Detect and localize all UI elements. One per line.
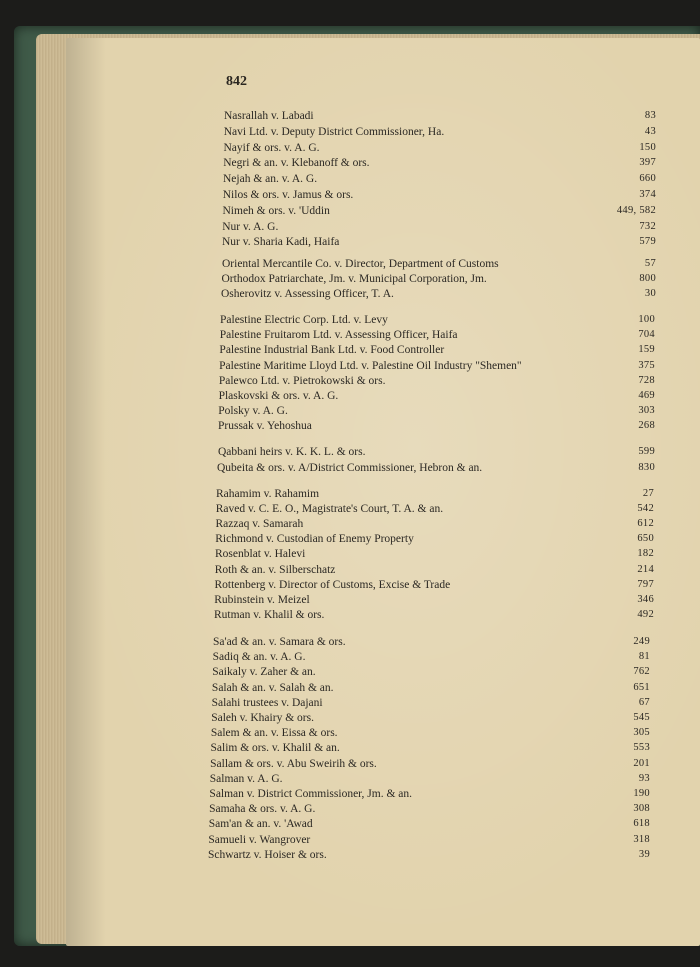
index-entry (221, 288, 656, 303)
index-entry (216, 488, 654, 503)
index-entry (210, 773, 650, 788)
case-name: Palewco Ltd. v. Pietrokowski & ors. (218, 374, 386, 387)
case-name: Saleh v. Khairy & ors. (211, 712, 314, 724)
case-name: Negri & an. v. Klebanoff & ors. (223, 157, 370, 170)
case-name: Salem & an. v. Eissa & ors. (210, 727, 338, 740)
page-reference: 182 (637, 548, 654, 560)
case-name: Roth & an. v. Silberschatz (214, 563, 336, 576)
case-name: Richmond v. Custodian of Enemy Property (215, 533, 414, 546)
page-reference: 81 (638, 651, 650, 663)
page-reference: 57 (644, 258, 656, 269)
index-entry (215, 533, 654, 548)
index-entry (211, 712, 650, 727)
case-name: Oriental Mercantile Co. v. Director, Department of Customs (222, 258, 499, 270)
page-reference: 30 (644, 288, 656, 299)
index-entry (213, 651, 650, 666)
index-entry (223, 173, 656, 188)
index-entry (224, 110, 656, 125)
case-name: Palestine Industrial Bank Ltd. v. Food Controller (219, 344, 445, 357)
page-reference: 728 (638, 374, 655, 386)
page-reference: 83 (644, 110, 656, 121)
index-entry (216, 503, 654, 518)
index-entry (211, 742, 651, 757)
index-entry (219, 390, 655, 405)
page-reference: 93 (638, 772, 650, 784)
case-name: Salim & ors. v. Khalil & an. (210, 742, 340, 755)
index-entry (222, 258, 656, 273)
index-entry (219, 375, 655, 390)
index-entry (218, 446, 655, 461)
case-name: Palestine Electric Corp. Ltd. v. Levy (220, 314, 388, 326)
index-entry (213, 636, 650, 651)
index-entry (223, 189, 656, 204)
index-entry (211, 727, 650, 742)
page-reference: 305 (633, 727, 650, 739)
case-name: Prussak v. Yehoshua (218, 420, 312, 433)
page-number: 842 (226, 74, 247, 89)
page-reference: 797 (637, 578, 654, 590)
page-reference: 27 (642, 488, 654, 499)
index-entry (215, 579, 655, 594)
page-reference: 579 (639, 236, 656, 248)
case-name: Polsky v. A. G. (218, 405, 288, 418)
index-entry (223, 205, 657, 220)
index-entry (218, 405, 655, 420)
page-reference: 545 (633, 712, 650, 723)
index-entry (214, 594, 654, 609)
index-entry (212, 697, 650, 712)
index-entry (209, 788, 650, 803)
page-reference: 651 (633, 681, 650, 693)
page-reference: 375 (638, 359, 655, 371)
page-reference: 374 (639, 189, 656, 200)
page-reference: 660 (639, 173, 656, 185)
index-entry (208, 834, 650, 849)
index-entry (222, 236, 656, 251)
page-reference: 43 (644, 125, 656, 137)
page-reference: 201 (633, 757, 650, 769)
index-entry (220, 314, 655, 329)
case-name: Nur v. Sharia Kadi, Haifa (222, 236, 340, 249)
case-name: Salahi trustees v. Dajani (211, 696, 323, 709)
case-name: Qubeita & ors. v. A/District Commissioner, Hebron & an. (217, 461, 483, 474)
case-name: Navi Ltd. v. Deputy District Commissioner, Ha. (223, 125, 445, 138)
page-reference: 346 (637, 593, 654, 605)
case-name: Sam'an & an. v. 'Awad (208, 818, 313, 831)
page-reference: 39 (638, 848, 650, 860)
case-name: Rottenberg v. Director of Customs, Excise & Trade (214, 578, 451, 591)
index-entry (224, 126, 656, 141)
index-entry (219, 344, 655, 359)
index-entry (218, 420, 655, 435)
page-reference: 150 (639, 141, 656, 153)
page-reference: 650 (637, 533, 654, 545)
index-entry (210, 758, 650, 773)
index-entry (208, 849, 650, 864)
page-reference: 542 (637, 503, 654, 515)
case-name: Raved v. C. E. O., Magistrate's Court, T. A. & an. (215, 503, 444, 516)
case-name: Sadiq & an. v. A. G. (212, 651, 306, 664)
page-reference: 553 (633, 742, 650, 754)
page-reference: 800 (639, 273, 656, 284)
index-entry (214, 609, 654, 624)
index-entry (223, 157, 656, 172)
case-name: Saikaly v. Zaher & an. (212, 666, 316, 679)
index-entry (215, 548, 654, 563)
index-entry (220, 329, 655, 344)
page-reference: 268 (638, 420, 655, 432)
page-reference: 469 (638, 390, 655, 401)
page-reference: 830 (638, 461, 655, 473)
page-reference: 159 (638, 344, 655, 356)
index-entry (222, 273, 657, 288)
index-entry (215, 564, 654, 579)
page-reference: 449, 582 (616, 204, 656, 216)
case-name: Plaskovski & ors. v. A. G. (218, 390, 339, 402)
case-name: Salman v. A. G. (209, 772, 283, 785)
index-entry (217, 462, 655, 477)
index-entry (209, 818, 650, 833)
page-reference: 492 (637, 608, 654, 620)
case-name: Salman v. District Commissioner, Jm. & an. (209, 788, 413, 800)
case-name: Nasrallah v. Labadi (224, 110, 314, 122)
case-name: Nayif & ors. v. A. G. (223, 141, 320, 154)
case-name: Rutman v. Khalil & ors. (214, 608, 325, 621)
page-reference: 303 (638, 405, 655, 417)
case-name: Samaha & ors. v. A. G. (209, 803, 316, 816)
page-reference: 308 (633, 803, 650, 815)
page-reference: 318 (633, 833, 650, 845)
case-name: Palestine Fruitarom Ltd. v. Assessing Officer, Haifa (219, 329, 458, 342)
page-reference: 67 (638, 696, 650, 708)
case-name: Sallam & ors. v. Abu Sweirih & ors. (210, 757, 377, 770)
page-reference: 618 (633, 818, 650, 830)
index-entry (222, 221, 656, 236)
case-name: Sa'ad & an. v. Samara & ors. (213, 636, 346, 648)
case-name: Nimeh & ors. v. 'Uddin (222, 204, 330, 217)
index-entry (224, 142, 657, 157)
case-name: Rosenblat v. Halevi (215, 548, 306, 561)
page-reference: 249 (633, 636, 650, 647)
index-entry (212, 682, 650, 697)
case-name: Rahamim v. Rahamim (216, 488, 320, 500)
case-name: Nur v. A. G. (222, 220, 279, 233)
page-reference: 190 (633, 788, 650, 799)
case-name: Nilos & ors. v. Jamus & ors. (222, 189, 354, 201)
case-name: Orthodox Patriarchate, Jm. v. Municipal Corporation, Jm. (221, 273, 487, 285)
case-name: Rubinstein v. Meizel (214, 593, 310, 606)
case-name: Osherovitz v. Assessing Officer, T. A. (221, 288, 394, 300)
page-reference: 732 (639, 220, 656, 232)
case-name: Palestine Maritime Lloyd Ltd. v. Palestine Oil Industry "Shemen" (219, 359, 522, 372)
case-name: Qabbani heirs v. K. K. L. & ors. (218, 446, 366, 458)
case-name: Schwartz v. Hoiser & ors. (208, 848, 327, 861)
index-entry (219, 360, 655, 375)
page-reference: 762 (633, 666, 650, 678)
page-reference: 599 (638, 446, 655, 457)
page-reference: 214 (637, 563, 654, 575)
case-name: Samueli v. Wangrover (208, 833, 311, 846)
case-name: Nejah & an. v. A. G. (223, 173, 318, 186)
index-entry (216, 518, 655, 533)
case-name: Salah & an. v. Salah & an. (211, 681, 334, 694)
page-reference: 100 (638, 314, 655, 325)
page-reference: 397 (639, 157, 656, 169)
index-entry (209, 803, 650, 818)
page-reference: 612 (637, 518, 654, 530)
case-name: Razzaq v. Samarah (215, 518, 304, 531)
index-entry (212, 666, 650, 681)
page-reference: 704 (638, 329, 655, 341)
